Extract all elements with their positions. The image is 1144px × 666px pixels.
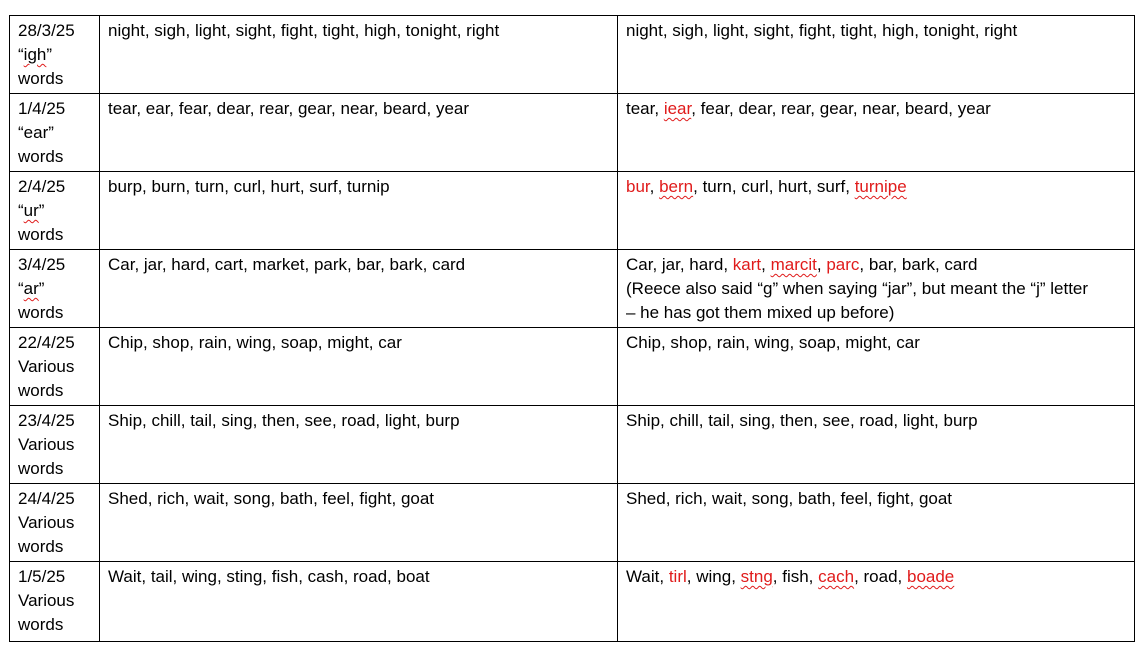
response-text: night, sigh, light, sight, fight, tight, high, tonight, right — [626, 21, 1018, 40]
response-text: , bar, bark, card — [859, 255, 978, 274]
response-line — [626, 409, 1126, 433]
response-line — [626, 565, 1126, 589]
session-date: 2/4/25 — [18, 177, 66, 196]
misspelled-word: marcit — [770, 255, 817, 274]
response-line — [626, 175, 1126, 199]
response-text: Car, jar, hard, — [626, 255, 733, 274]
response-cell — [618, 562, 1135, 642]
target-words: Shed, rich, wait, song, bath, feel, fight, goat — [108, 489, 435, 508]
table-row — [10, 328, 1135, 406]
session-date: 28/3/25 — [18, 21, 75, 40]
spelling-log-table — [9, 15, 1135, 642]
date-cell — [10, 250, 100, 328]
word-type-label: Various — [18, 435, 75, 454]
word-type-label: words — [18, 147, 64, 166]
misspelled-word: parc — [826, 255, 860, 274]
word-type-label: “ur” — [18, 201, 45, 220]
teacher-note: (Reece also said “g” when saying “jar”, but meant the “j” letter — [626, 279, 1089, 298]
table-body — [10, 16, 1135, 642]
response-cell — [618, 172, 1135, 250]
date-cell — [10, 172, 100, 250]
word-type-label: words — [18, 459, 64, 478]
target-words: Car, jar, hard, cart, market, park, bar, bark, card — [108, 255, 466, 274]
response-cell — [618, 328, 1135, 406]
response-text: tear, — [626, 99, 664, 118]
response-text: , wing, — [686, 567, 741, 586]
misspelled-word: boade — [906, 567, 955, 586]
misspelled-word: turnipe — [854, 177, 907, 196]
response-text: , — [816, 255, 827, 274]
target-words-cell — [100, 562, 618, 642]
date-cell — [10, 16, 100, 94]
response-line — [626, 97, 1126, 121]
response-text: Chip, shop, rain, wing, soap, might, car — [626, 333, 920, 352]
target-words: burp, burn, turn, curl, hurt, surf, turnip — [108, 177, 390, 196]
target-words-cell — [100, 172, 618, 250]
word-type-label: “ar” — [18, 279, 45, 298]
target-words: night, sigh, light, sight, fight, tight, high, tonight, right — [108, 21, 500, 40]
target-words-cell — [100, 94, 618, 172]
session-date: 3/4/25 — [18, 255, 66, 274]
target-words-cell — [100, 16, 618, 94]
teacher-note: – he has got them mixed up before) — [626, 303, 895, 322]
word-type-label: words — [18, 303, 64, 322]
response-cell — [618, 484, 1135, 562]
word-type-label: words — [18, 69, 64, 88]
spellcheck-mark: ar — [23, 279, 39, 298]
misspelled-word: tirl — [668, 567, 687, 586]
word-type-label: words — [18, 225, 64, 244]
table-row — [10, 406, 1135, 484]
target-words-cell — [100, 406, 618, 484]
response-cell — [618, 16, 1135, 94]
table-row — [10, 250, 1135, 328]
response-cell — [618, 94, 1135, 172]
misspelled-word: kart — [732, 255, 762, 274]
response-text: Wait, — [626, 567, 669, 586]
response-text: , — [761, 255, 771, 274]
response-cell — [618, 406, 1135, 484]
date-cell — [10, 328, 100, 406]
response-text: , — [649, 177, 660, 196]
response-line — [626, 253, 1126, 277]
date-cell — [10, 94, 100, 172]
response-line — [626, 487, 1126, 511]
date-cell — [10, 562, 100, 642]
word-type-label: “igh” — [18, 45, 53, 64]
table-row — [10, 172, 1135, 250]
date-cell — [10, 406, 100, 484]
misspelled-word: cach — [818, 567, 855, 586]
spellcheck-mark: igh — [23, 45, 47, 64]
target-words: Chip, shop, rain, wing, soap, might, car — [108, 333, 402, 352]
session-date: 24/4/25 — [18, 489, 75, 508]
response-text: , turn, curl, hurt, surf, — [693, 177, 855, 196]
misspelled-word: bur — [626, 177, 650, 196]
response-text: Ship, chill, tail, sing, then, see, road, light, burp — [626, 411, 978, 430]
word-type-label: words — [18, 615, 64, 634]
misspelled-word: iear — [663, 99, 692, 118]
spellcheck-mark: ur — [23, 201, 39, 220]
misspelled-word: bern — [659, 177, 694, 196]
session-date: 1/5/25 — [18, 567, 66, 586]
misspelled-word: stng — [740, 567, 773, 586]
target-words-cell — [100, 328, 618, 406]
date-cell — [10, 484, 100, 562]
response-cell — [618, 250, 1135, 328]
table-row — [10, 94, 1135, 172]
response-text: , fear, dear, rear, gear, near, beard, year — [691, 99, 991, 118]
table-row — [10, 562, 1135, 642]
session-date: 22/4/25 — [18, 333, 75, 352]
word-type-label: Various — [18, 357, 75, 376]
response-text: , road, — [854, 567, 907, 586]
target-words-cell — [100, 484, 618, 562]
table-row — [10, 16, 1135, 94]
response-line — [626, 331, 1126, 355]
word-type-label: words — [18, 381, 64, 400]
response-line — [626, 19, 1126, 43]
target-words-cell — [100, 250, 618, 328]
response-text: Shed, rich, wait, song, bath, feel, fight, goat — [626, 489, 953, 508]
word-type-label: Various — [18, 591, 75, 610]
word-type-label: Various — [18, 513, 75, 532]
target-words: Wait, tail, wing, sting, fish, cash, road, boat — [108, 567, 430, 586]
target-words: tear, ear, fear, dear, rear, gear, near, beard, year — [108, 99, 470, 118]
table-row — [10, 484, 1135, 562]
target-words: Ship, chill, tail, sing, then, see, road, light, burp — [108, 411, 460, 430]
word-type-label: “ear” — [18, 123, 54, 142]
session-date: 23/4/25 — [18, 411, 75, 430]
response-text: , fish, — [772, 567, 819, 586]
word-type-label: words — [18, 537, 64, 556]
session-date: 1/4/25 — [18, 99, 66, 118]
